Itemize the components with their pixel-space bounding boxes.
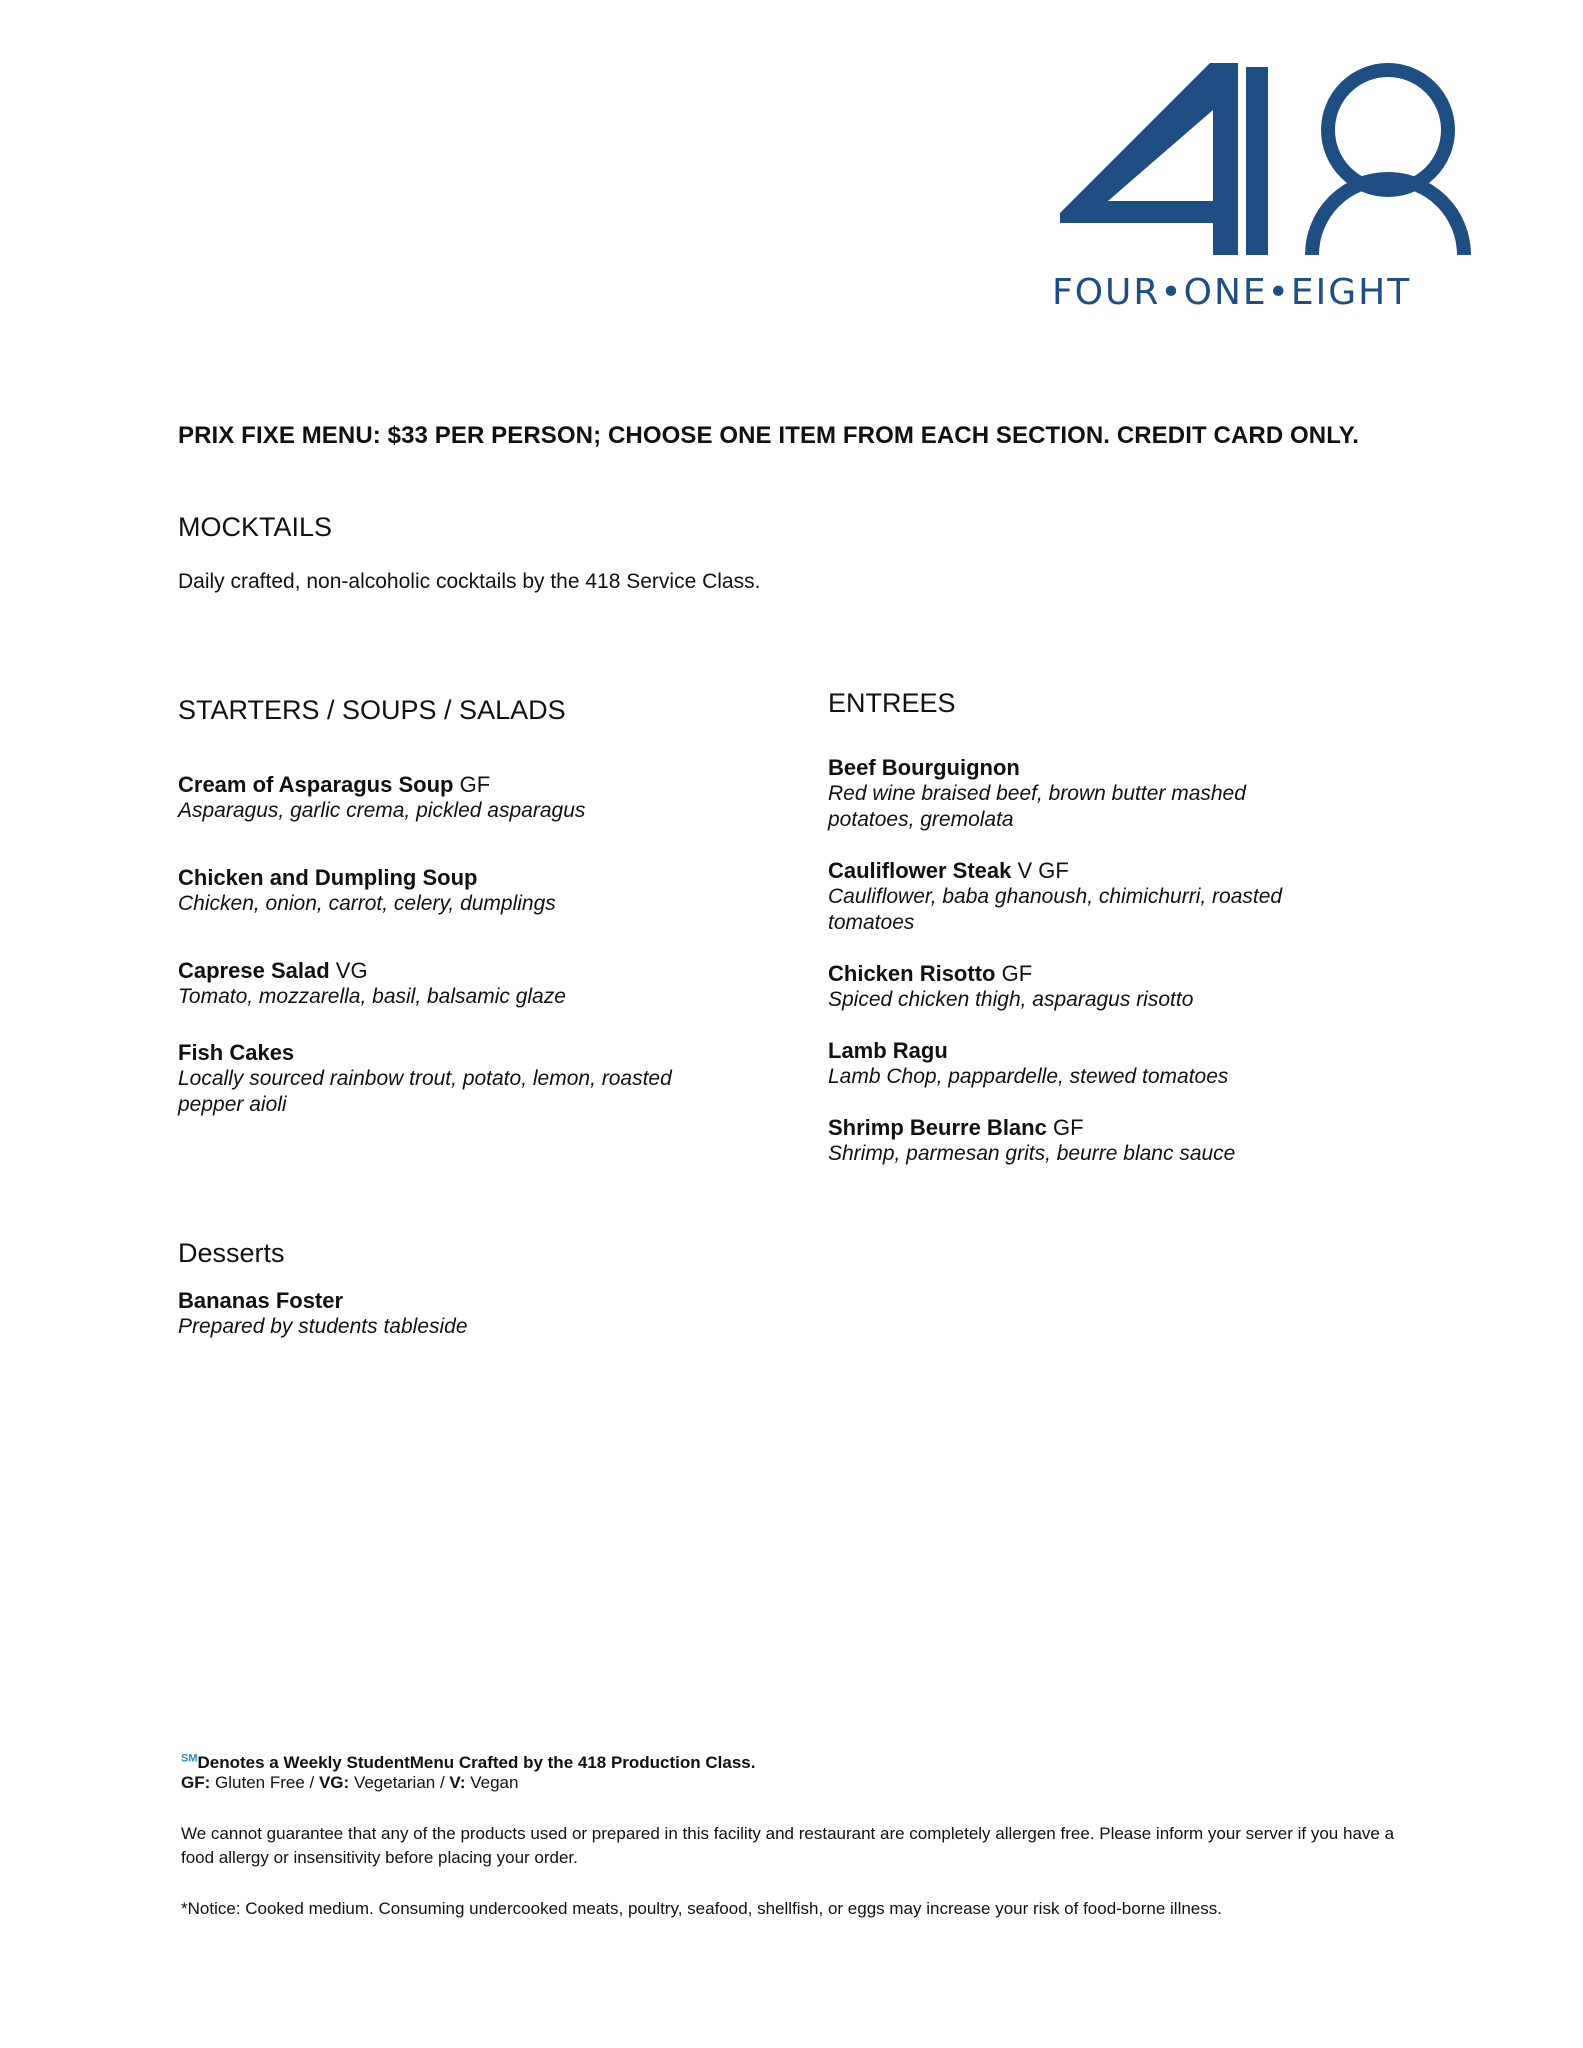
sm-mark: SM: [181, 1752, 198, 1764]
logo-wordmark: FOUR•ONE•EIGHT: [1052, 272, 1412, 313]
mocktails-title: MOCKTAILS: [178, 512, 333, 542]
v-value: Vegan: [470, 1773, 519, 1792]
menu-item: [828, 755, 1338, 833]
item-description: Tomato, mozzarella, basil, balsamic glaze: [178, 985, 566, 1008]
item-tag: GF: [459, 772, 491, 797]
item-name: Chicken Risotto: [828, 961, 996, 986]
item-name: Bananas Foster: [178, 1288, 344, 1313]
allergen-disclaimer: We cannot guarantee that any of the products used or prepared in this facility and restaurant are completely allergen free. Please inform your server if you have a food allergy or insensitivity before placing your order.: [181, 1824, 1395, 1867]
menu-item: [178, 1040, 678, 1118]
menu-item: [828, 1038, 1388, 1090]
sm-note-text: Denotes a Weekly StudentMenu Crafted by the 418 Production Class.: [197, 1752, 756, 1772]
item-description: Cauliflower, baba ghanoush, chimichurri, roasted tomatoes: [828, 885, 1283, 934]
gf-key: GF:: [181, 1773, 211, 1792]
item-name: Cream of Asparagus Soup: [178, 772, 454, 797]
item-description: Asparagus, garlic crema, pickled asparagus: [178, 799, 586, 822]
entrees-title: ENTREES: [828, 688, 956, 718]
item-tag: GF: [1001, 961, 1033, 986]
prix-fixe-headline: PRIX FIXE MENU: $33 PER PERSON; CHOOSE ONE ITEM FROM EACH SECTION. CREDIT CARD ONLY.: [178, 422, 1359, 449]
menu-item: [828, 858, 1368, 936]
item-name: Chicken and Dumpling Soup: [178, 865, 478, 890]
starters-title: STARTERS / SOUPS / SALADS: [178, 695, 566, 725]
v-key: V:: [449, 1773, 466, 1792]
item-description: Locally sourced rainbow trout, potato, lemon, roasted pepper aioli: [178, 1067, 672, 1116]
menu-item: [828, 961, 1388, 1013]
item-name: Cauliflower Steak: [828, 858, 1012, 883]
item-description: Shrimp, parmesan grits, beurre blanc sauce: [828, 1142, 1236, 1165]
item-name: Fish Cakes: [178, 1040, 295, 1065]
item-tag: GF: [1052, 1115, 1084, 1140]
item-description: Prepared by students tableside: [178, 1315, 468, 1338]
menu-item: [178, 1288, 738, 1340]
item-description: Spiced chicken thigh, asparagus risotto: [828, 988, 1194, 1011]
item-description: Chicken, onion, carrot, celery, dumplings: [178, 892, 556, 915]
gf-value: Gluten Free /: [215, 1773, 315, 1792]
logo-418-mark: [1050, 55, 1520, 275]
item-description: Red wine braised beef, brown butter mashed potatoes, gremolata: [828, 782, 1246, 831]
vg-key: VG:: [318, 1773, 350, 1792]
item-tag: VG: [335, 958, 368, 983]
desserts-title: Desserts: [178, 1238, 285, 1268]
vg-value: Vegetarian /: [353, 1773, 445, 1792]
item-name: Beef Bourguignon: [828, 755, 1020, 780]
consumption-notice: *Notice: Cooked medium. Consuming undercooked meats, poultry, seafood, shellfish, or eggs may increase your risk of food-borne illness.: [181, 1899, 1222, 1918]
item-name: Shrimp Beurre Blanc: [828, 1115, 1047, 1140]
item-description: Lamb Chop, pappardelle, stewed tomatoes: [828, 1065, 1229, 1088]
menu-item: [178, 958, 738, 1010]
menu-item: [828, 1115, 1388, 1167]
item-name: Caprese Salad: [178, 958, 330, 983]
item-name: Lamb Ragu: [828, 1038, 948, 1063]
mocktails-text: Daily crafted, non-alcoholic cocktails by the 418 Service Class.: [178, 570, 761, 593]
dietary-key: [181, 1771, 1411, 1795]
item-tag: V GF: [1017, 858, 1069, 883]
menu-item: [178, 865, 738, 917]
menu-item: [178, 772, 738, 824]
